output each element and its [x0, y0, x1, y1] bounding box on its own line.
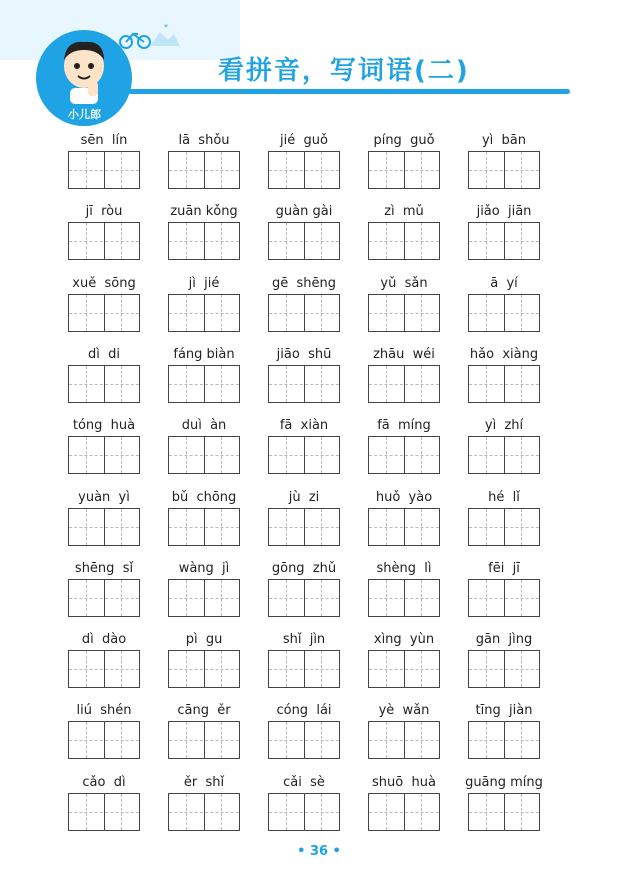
grid-guide-line — [369, 527, 439, 528]
word-item — [268, 418, 340, 478]
grid-guide-line — [169, 812, 239, 813]
pinyin-label: yì zhí — [484, 418, 524, 434]
grid-guide-line — [169, 455, 239, 456]
pinyin-label: yǔ sǎn — [380, 275, 428, 291]
pinyin-label: jù zi — [288, 489, 320, 505]
pinyin-label: píng guǒ — [373, 133, 435, 148]
tianzige-writing-box[interactable] — [368, 508, 440, 546]
tianzige-writing-box[interactable] — [168, 222, 240, 260]
tianzige-writing-box[interactable] — [268, 365, 340, 403]
word-item — [468, 276, 540, 336]
word-item — [465, 774, 543, 835]
word-row — [0, 133, 638, 193]
word-item — [168, 490, 240, 550]
word-item — [68, 133, 140, 193]
grid-guide-line — [469, 598, 539, 599]
tianzige-writing-box[interactable] — [168, 365, 240, 403]
title-underline — [115, 89, 570, 94]
pinyin-label: xìng yùn — [373, 632, 435, 648]
grid-guide-line — [369, 313, 439, 314]
tianzige-writing-box[interactable] — [68, 151, 140, 189]
tianzige-writing-box[interactable] — [368, 151, 440, 189]
word-row — [0, 775, 638, 835]
word-item — [368, 204, 440, 264]
pinyin-label: bǔ chōng — [171, 489, 237, 505]
bicycle-icon — [116, 24, 180, 50]
tianzige-writing-box[interactable] — [268, 793, 340, 831]
pinyin-label: fā xiàn — [279, 418, 329, 434]
tianzige-writing-box[interactable] — [468, 436, 540, 474]
grid-guide-line — [369, 241, 439, 242]
grid-guide-line — [169, 669, 239, 670]
pinyin-label: huǒ yào — [375, 489, 433, 505]
word-item — [68, 347, 140, 407]
svg-text:*: * — [164, 24, 168, 32]
tianzige-writing-box[interactable] — [468, 721, 540, 759]
grid-guide-line — [269, 598, 339, 599]
pinyin-label: shēng sǐ — [74, 560, 134, 576]
pinyin-label: jié guǒ — [280, 133, 328, 148]
word-item — [168, 133, 240, 193]
pinyin-label: duì àn — [181, 418, 227, 434]
tianzige-writing-box[interactable] — [468, 579, 540, 617]
tianzige-writing-box[interactable] — [268, 436, 340, 474]
grid-guide-line — [69, 527, 139, 528]
mascot-boy-icon — [52, 36, 116, 106]
word-item — [368, 418, 440, 478]
pinyin-label: jī ròu — [85, 204, 123, 220]
tianzige-writing-box[interactable] — [368, 579, 440, 617]
tianzige-writing-box[interactable] — [468, 650, 540, 688]
tianzige-writing-box[interactable] — [268, 222, 340, 260]
tianzige-writing-box[interactable] — [268, 151, 340, 189]
grid-guide-line — [269, 241, 339, 242]
grid-guide-line — [269, 527, 339, 528]
word-item — [368, 347, 440, 407]
pinyin-label: ěr shǐ — [183, 774, 225, 790]
word-item — [168, 632, 240, 692]
grid-guide-line — [469, 455, 539, 456]
tianzige-writing-box[interactable] — [468, 365, 540, 403]
word-item — [68, 490, 140, 550]
page-number: • 36 • — [297, 844, 341, 859]
pinyin-label: xuě sōng — [72, 275, 136, 291]
tianzige-writing-box[interactable] — [68, 579, 140, 617]
tianzige-writing-box[interactable] — [168, 508, 240, 546]
grid-guide-line — [269, 170, 339, 171]
word-item — [368, 490, 440, 550]
pinyin-label: cóng lái — [276, 703, 332, 719]
word-item — [268, 703, 340, 763]
grid-guide-line — [269, 384, 339, 385]
grid-guide-line — [69, 598, 139, 599]
grid-guide-line — [69, 812, 139, 813]
tianzige-writing-box[interactable] — [368, 650, 440, 688]
pinyin-label: shèng lì — [376, 560, 432, 576]
tianzige-writing-box[interactable] — [468, 294, 540, 332]
pinyin-label: gōng zhǔ — [271, 560, 337, 576]
tianzige-writing-box[interactable] — [68, 436, 140, 474]
tianzige-writing-box[interactable] — [368, 222, 440, 260]
pinyin-label: zuān kǒng — [170, 204, 238, 220]
word-item — [268, 276, 340, 336]
word-item — [68, 276, 140, 336]
word-item — [168, 276, 240, 336]
pinyin-label: cāng ěr — [177, 703, 231, 719]
tianzige-writing-box[interactable] — [468, 151, 540, 189]
grid-guide-line — [69, 384, 139, 385]
word-row — [0, 632, 638, 692]
word-item — [468, 133, 540, 193]
pinyin-label: fā míng — [377, 418, 431, 434]
word-item — [68, 775, 140, 835]
grid-guide-line — [169, 527, 239, 528]
tianzige-writing-box[interactable] — [68, 793, 140, 831]
word-item — [68, 561, 140, 621]
word-item — [168, 418, 240, 478]
pinyin-label: cǎi sè — [283, 774, 325, 790]
grid-guide-line — [69, 241, 139, 242]
word-row — [0, 703, 638, 763]
pinyin-label: hǎo xiàng — [469, 346, 539, 362]
tianzige-writing-box[interactable] — [168, 151, 240, 189]
tianzige-writing-box[interactable] — [268, 294, 340, 332]
pinyin-label: dì dào — [81, 632, 127, 648]
pinyin-label: guàn gài — [275, 204, 333, 220]
grid-guide-line — [269, 313, 339, 314]
grid-guide-line — [369, 170, 439, 171]
pinyin-label: guāng míng — [465, 774, 543, 790]
tianzige-writing-box[interactable] — [68, 294, 140, 332]
pinyin-label: zhāu wéi — [373, 346, 435, 362]
word-item — [268, 632, 340, 692]
pinyin-label: fáng biàn — [173, 346, 235, 362]
grid-guide-line — [169, 313, 239, 314]
word-item — [168, 347, 240, 407]
pinyin-label: cǎo dì — [82, 774, 126, 790]
grid-guide-line — [369, 455, 439, 456]
page-title: 看拼音，写词语(二) — [218, 56, 470, 86]
grid-guide-line — [169, 241, 239, 242]
pinyin-label: jiāo shū — [276, 346, 332, 362]
word-item — [168, 703, 240, 763]
word-item — [268, 347, 340, 407]
grid-guide-line — [469, 740, 539, 741]
pinyin-label: ā yí — [490, 275, 518, 291]
word-item — [168, 775, 240, 835]
grid-guide-line — [169, 384, 239, 385]
word-item — [468, 703, 540, 763]
tianzige-writing-box[interactable] — [168, 721, 240, 759]
pinyin-label: gē shēng — [271, 275, 337, 291]
grid-guide-line — [369, 598, 439, 599]
word-row — [0, 276, 638, 336]
tianzige-writing-box[interactable] — [468, 508, 540, 546]
tianzige-writing-box[interactable] — [468, 222, 540, 260]
grid-guide-line — [69, 669, 139, 670]
grid-guide-line — [69, 170, 139, 171]
pinyin-label: dì di — [88, 346, 120, 362]
pinyin-label: gān jìng — [475, 632, 533, 648]
grid-guide-line — [169, 170, 239, 171]
pinyin-label: jiǎo jiān — [476, 204, 532, 220]
word-item — [368, 561, 440, 621]
pinyin-label: hé lǐ — [488, 489, 520, 505]
tianzige-writing-box[interactable] — [68, 650, 140, 688]
pinyin-label: tóng huà — [72, 418, 136, 434]
word-row — [0, 561, 638, 621]
grid-guide-line — [469, 384, 539, 385]
tianzige-writing-box[interactable] — [368, 294, 440, 332]
grid-guide-line — [269, 740, 339, 741]
tianzige-writing-box[interactable] — [368, 365, 440, 403]
pinyin-label: sēn lín — [80, 133, 128, 148]
grid-guide-line — [69, 455, 139, 456]
grid-guide-line — [469, 527, 539, 528]
pinyin-label: pì gu — [185, 632, 223, 648]
grid-guide-line — [69, 740, 139, 741]
word-item — [468, 561, 540, 621]
grid-guide-line — [469, 313, 539, 314]
pinyin-label: jì jié — [188, 275, 220, 291]
grid-guide-line — [169, 598, 239, 599]
tianzige-writing-box[interactable] — [368, 721, 440, 759]
grid-guide-line — [69, 313, 139, 314]
pinyin-label: yì bān — [481, 133, 527, 148]
pinyin-label: yuàn yì — [78, 489, 130, 505]
word-item — [268, 204, 340, 264]
word-item — [468, 347, 540, 407]
mascot-label: 小儿郎 — [68, 108, 101, 121]
tianzige-writing-box[interactable] — [268, 721, 340, 759]
grid-guide-line — [469, 812, 539, 813]
tianzige-writing-box[interactable] — [368, 436, 440, 474]
tianzige-writing-box[interactable] — [268, 508, 340, 546]
word-row — [0, 418, 638, 478]
word-row — [0, 347, 638, 407]
word-item — [168, 204, 240, 264]
word-item — [68, 204, 140, 264]
word-item — [268, 133, 340, 193]
tianzige-writing-box[interactable] — [68, 222, 140, 260]
grid-guide-line — [369, 669, 439, 670]
tianzige-writing-box[interactable] — [68, 508, 140, 546]
grid-guide-line — [369, 384, 439, 385]
grid-guide-line — [369, 812, 439, 813]
word-item — [368, 276, 440, 336]
grid-guide-line — [169, 740, 239, 741]
pinyin-label: tīng jiàn — [475, 703, 533, 719]
pinyin-label: fēi jī — [488, 560, 520, 576]
tianzige-writing-box[interactable] — [368, 793, 440, 831]
word-item — [468, 418, 540, 478]
tianzige-writing-box[interactable] — [168, 436, 240, 474]
pinyin-label: wàng jì — [178, 560, 230, 576]
pinyin-label: lā shǒu — [178, 133, 230, 148]
pinyin-label: shǐ jìn — [282, 632, 326, 648]
tianzige-writing-box[interactable] — [268, 650, 340, 688]
grid-guide-line — [469, 170, 539, 171]
pinyin-label: shuō huà — [372, 774, 436, 790]
word-item — [368, 133, 440, 193]
word-item — [268, 490, 340, 550]
grid-guide-line — [269, 455, 339, 456]
word-item — [368, 703, 440, 763]
word-item — [468, 204, 540, 264]
word-item — [68, 703, 140, 763]
word-item — [368, 775, 440, 835]
word-row — [0, 204, 638, 264]
grid-guide-line — [269, 669, 339, 670]
word-item — [68, 632, 140, 692]
pinyin-label: yè wǎn — [378, 703, 430, 719]
grid-guide-line — [269, 812, 339, 813]
word-item — [268, 561, 340, 621]
tianzige-writing-box[interactable] — [68, 721, 140, 759]
pinyin-label: zì mǔ — [384, 204, 424, 220]
word-item — [468, 490, 540, 550]
grid-guide-line — [469, 669, 539, 670]
header — [0, 0, 638, 130]
tianzige-writing-box[interactable] — [168, 294, 240, 332]
tianzige-writing-box[interactable] — [68, 365, 140, 403]
word-item — [268, 775, 340, 835]
word-row — [0, 490, 638, 550]
grid-guide-line — [369, 740, 439, 741]
word-item — [368, 632, 440, 692]
grid-guide-line — [469, 241, 539, 242]
word-item — [68, 418, 140, 478]
pinyin-label: liú shén — [76, 703, 132, 719]
word-item — [468, 632, 540, 692]
tianzige-writing-box[interactable] — [468, 793, 540, 831]
tianzige-writing-box[interactable] — [168, 793, 240, 831]
tianzige-writing-box[interactable] — [268, 579, 340, 617]
word-item — [168, 561, 240, 621]
tianzige-writing-box[interactable] — [168, 579, 240, 617]
tianzige-writing-box[interactable] — [168, 650, 240, 688]
